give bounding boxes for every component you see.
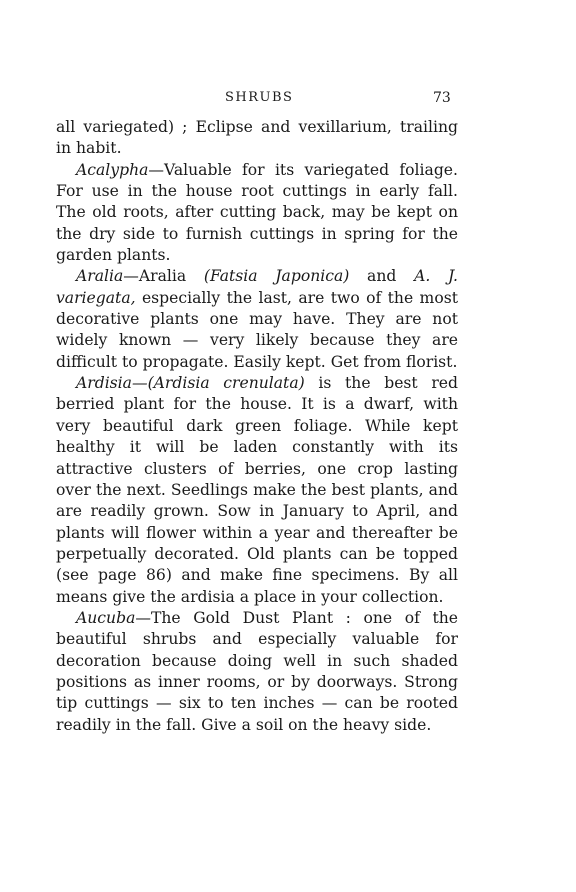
entry-term: Aralia [76,267,124,286]
body-text [56,117,458,736]
page-header [0,90,576,110]
entry-text: is the best red berried plant for the house. It is a dwarf, with very beautiful dark green foliage. While kept healthy it will be laden constantly with its attractive clusters of berries, one crop lasting over the next. Seedlings make the best plants, and are readily grown. Sow in January to April, and plants will flower within a year and thereafter be perpetually decorated. Old plants can be topped (see page 86) and make fine specimens. By all means give the ardisia a place in your collection. [56,374,459,606]
entry-term: Aucuba [76,608,136,627]
entry-text: —The Gold Dust Plant : one of the beautiful shrubs and especially valuable for decoration because doing well in such shaded positions as inner rooms, or by doorways. Strong tip cuttings — six to ten inches — can be rooted readily in the fall. Give a soil on the heavy side. [56,608,458,734]
entry-aucuba [56,608,458,736]
entry-aralia [56,266,458,373]
paragraph-continuation [56,117,458,160]
entry-term: Ardisia—(Ardisia crenulata) [76,374,305,393]
entry-acalypha [56,160,458,267]
entry-text: and [349,267,415,286]
entry-italic-name: A. J. variegata, [56,267,459,307]
entry-term: Acalypha [76,160,149,179]
running-head: SHRUBS [225,90,294,105]
paragraph-text: all variegated) ; Eclipse and vexillarium, trailing in habit. [56,118,458,158]
entry-text: —Valuable for its variegated foliage. For use in the house root cuttings in early fall. The old roots, after cutting back, may be kept on the dry side to furnish cuttings in spring for the garden plants. [56,160,458,265]
entry-ardisia [56,373,458,608]
entry-text: —Aralia [123,267,187,286]
entry-text: especially the last, are two of the most decorative plants one may have. They are not widely known — very likely because they are difficult to propagate. Easily kept. Get from florist. [56,288,458,371]
entry-italic-name: (Fatsia Japonica) [186,267,350,286]
page-number: 73 [433,90,451,106]
